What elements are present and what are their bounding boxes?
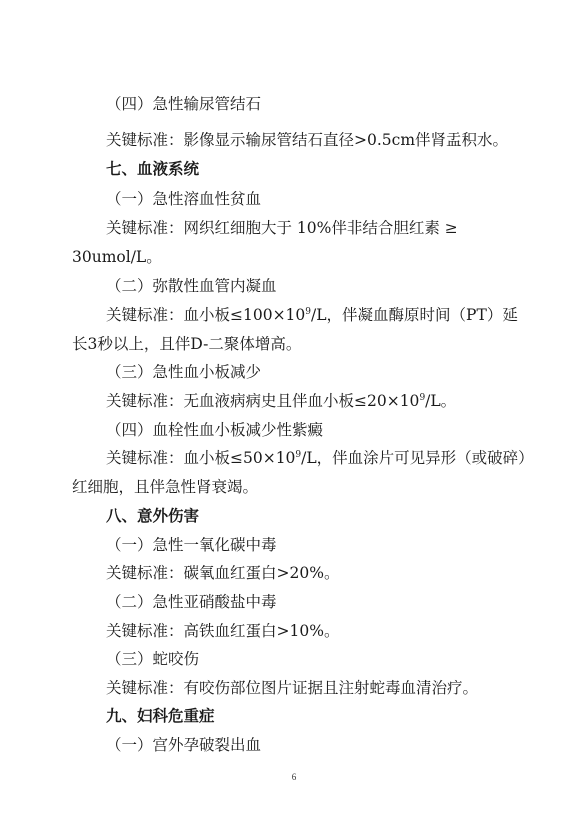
criteria-text	[106, 305, 518, 325]
criteria-text	[106, 621, 339, 641]
text: （四）急性输尿管结石	[106, 95, 262, 113]
page-number: 6	[291, 772, 297, 782]
text: 长3秒以上，且伴D-二聚体增高。	[72, 335, 302, 353]
text: 关键标准：高铁血红蛋白>10%。	[106, 622, 340, 640]
text: （三）蛇咬伤	[106, 650, 200, 668]
text: （二）弥散性血管内凝血	[106, 277, 277, 295]
text: 红细胞，且伴急性肾衰竭。	[72, 478, 259, 496]
text: 七、血液系统	[106, 160, 200, 178]
text: 关键标准：无血液病病史且伴血小板≤20×10	[106, 392, 420, 410]
superscript: 9	[295, 450, 302, 460]
text: 关键标准：血小板≤100×10	[106, 306, 306, 324]
criteria-text	[106, 678, 478, 698]
section-heading-gynecologic-emergency	[106, 706, 215, 726]
text: /L，伴血涂片可见异形（或破碎）	[301, 449, 534, 467]
text: 关键标准：有咬伤部位图片证据且注射蛇毒血清治疗。	[106, 679, 479, 697]
subheading-ectopic-pregnancy-rupture	[106, 735, 261, 755]
text: （三）急性血小板减少	[106, 363, 262, 381]
criteria-text-continued	[72, 247, 162, 267]
text: /L，伴凝血酶原时间（PT）延	[311, 306, 518, 324]
criteria-text	[106, 448, 534, 468]
subheading-nitrite-poisoning	[106, 592, 277, 612]
subheading-acute-ureteral-calculus	[106, 94, 261, 114]
text: 30umol/L。	[72, 248, 162, 266]
text: 关键标准：影像显示输尿管结石直径>0.5cm伴肾盂积水。	[106, 131, 509, 149]
text: 关键标准：网织红细胞大于 10%伴非结合胆红素 ≥	[106, 219, 458, 237]
criteria-text-continued	[72, 477, 258, 497]
criteria-text	[106, 130, 518, 150]
text: 关键标准：碳氧血红蛋白>20%。	[106, 564, 340, 582]
subheading-snake-bite	[106, 649, 199, 669]
superscript: 9	[305, 307, 312, 317]
text: （一）急性一氧化碳中毒	[106, 536, 277, 554]
text: 九、妇科危重症	[106, 707, 215, 725]
subheading-co-poisoning	[106, 535, 277, 555]
text: 八、意外伤害	[106, 507, 200, 525]
criteria-text-continued	[72, 334, 301, 354]
text: /L。	[425, 392, 457, 410]
subheading-acute-thrombocytopenia	[106, 362, 261, 382]
text: （一）宫外孕破裂出血	[106, 736, 262, 754]
subheading-acute-hemolytic-anemia	[106, 189, 261, 209]
section-heading-accidental-injury	[106, 506, 199, 526]
superscript: 9	[419, 393, 426, 403]
section-heading-hematology	[106, 159, 199, 179]
text: （四）血栓性血小板减少性紫癜	[106, 421, 324, 439]
criteria-text	[106, 563, 339, 583]
subheading-dic	[106, 276, 277, 296]
subheading-ttp	[106, 420, 323, 440]
criteria-text	[106, 218, 458, 238]
text: 关键标准：血小板≤50×10	[106, 449, 296, 467]
text: （二）急性亚硝酸盐中毒	[106, 593, 277, 611]
text: （一）急性溶血性贫血	[106, 190, 262, 208]
criteria-text	[106, 391, 456, 411]
